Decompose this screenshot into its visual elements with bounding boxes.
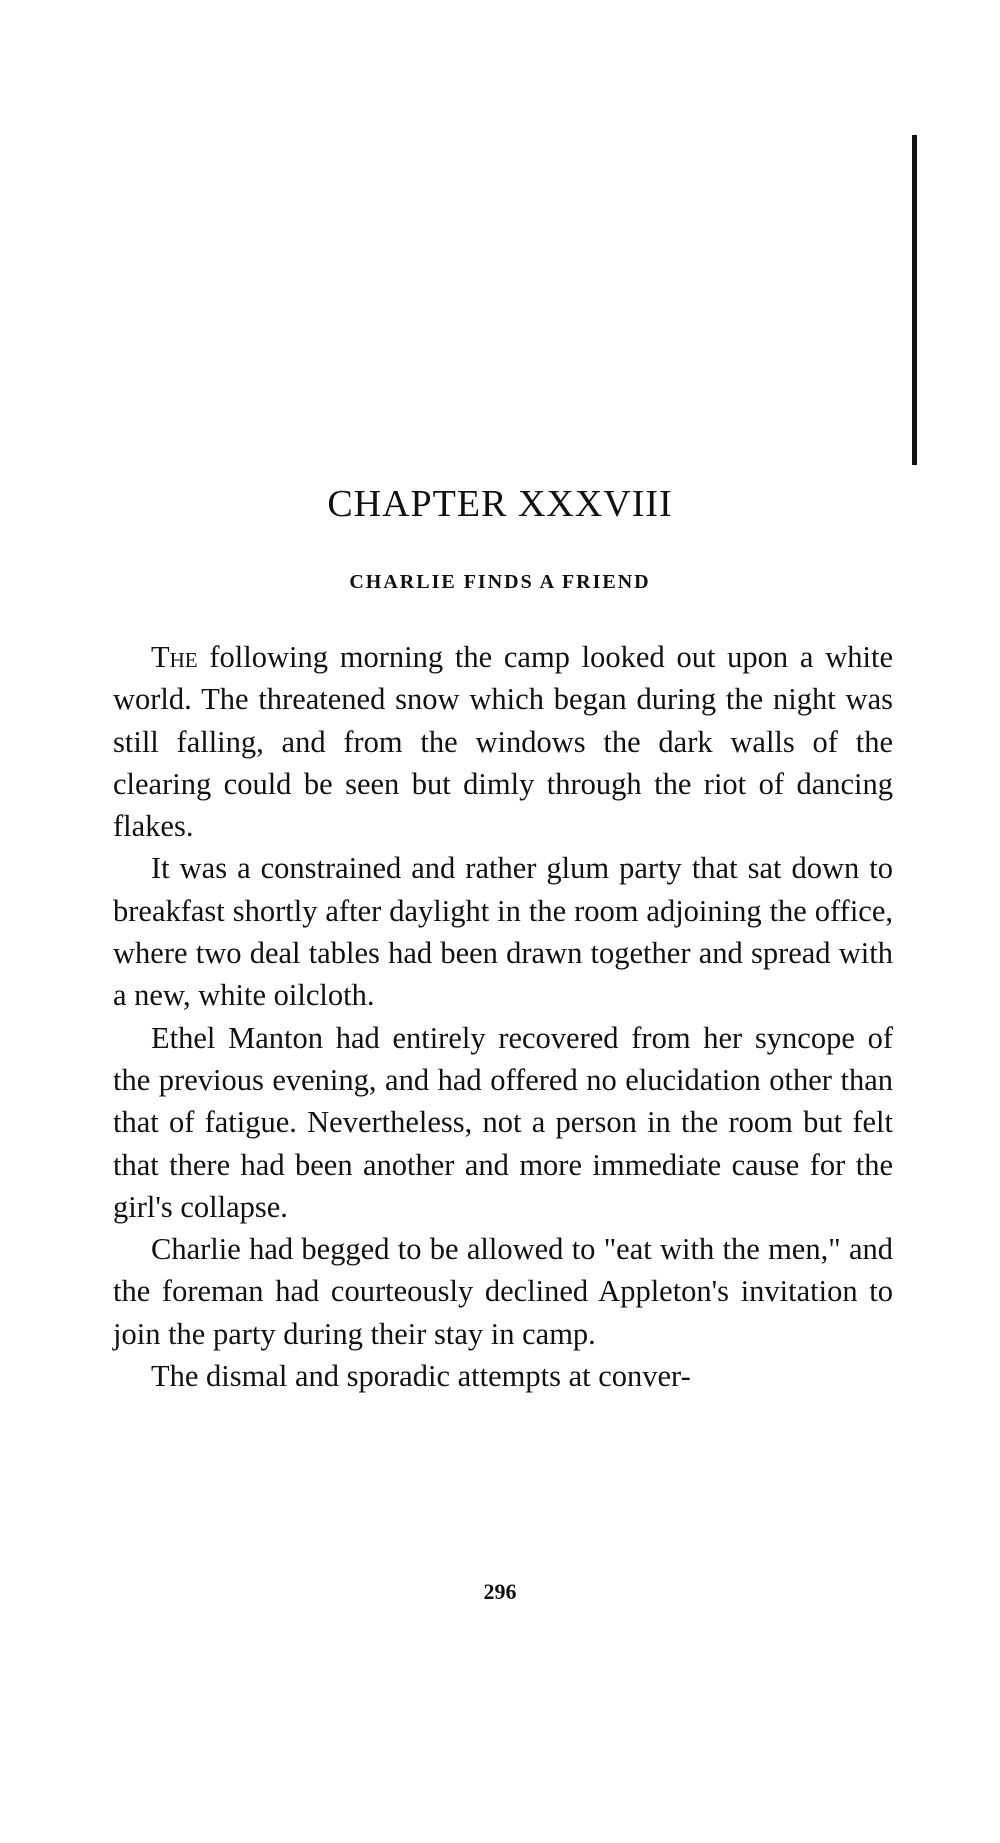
paragraph-text: following morning the camp looked out upon a white world. The threatened snow which began during the night was still falling, and from the windows the dark walls of the clearing could be seen but dimly through the riot of dancing flakes. [113, 640, 893, 844]
paragraph-lead-word: The [151, 640, 198, 674]
body-text [113, 636, 893, 1397]
margin-rule [912, 135, 917, 465]
paragraph: Charlie had begged to be allowed to "eat with the men," and the foreman had courteously declined Appleton's invitation to join the party during their stay in camp. [113, 1232, 893, 1351]
paragraph: Ethel Manton had entirely recovered from her syncope of the previous evening, and had offered no elucidation other than that of fatigue. Nevertheless, not a person in the room but felt that there had been another and more immediate cause for the girl's collapse. [113, 1020, 893, 1224]
chapter-title: CHAPTER XXXVIII [327, 483, 673, 525]
page-number: 296 [483, 1579, 517, 1604]
paragraph: The dismal and sporadic attempts at conver- [151, 1359, 691, 1394]
chapter-subtitle: CHARLIE FINDS A FRIEND [349, 571, 651, 593]
paragraph: It was a constrained and rather glum party that sat down to breakfast shortly after daylight in the room adjoining the office, where two deal tables had been drawn together and spread with a new, white oilcloth. [113, 851, 893, 1013]
paragraph [113, 636, 893, 847]
